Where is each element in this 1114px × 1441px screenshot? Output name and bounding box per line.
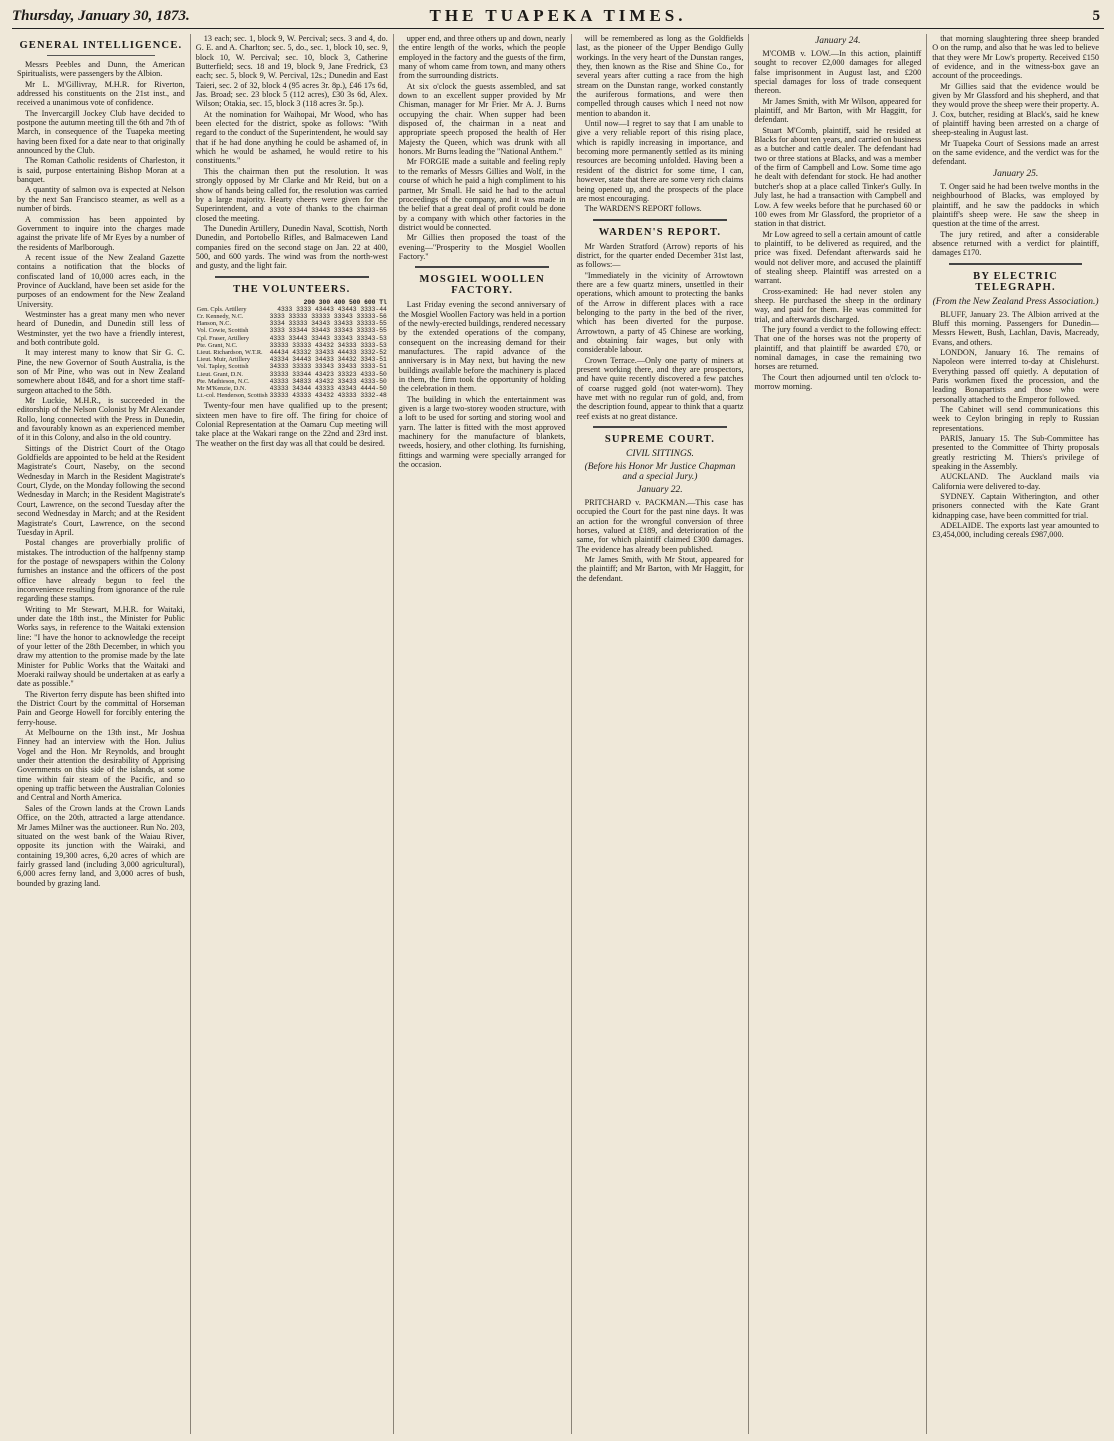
supreme-court-heading: SUPREME COURT. <box>604 434 716 446</box>
shooter-scores: 3333 33344 33443 33343 33333-55 <box>269 327 387 335</box>
news-item-paragraph: Mr Luckie, M.H.R., is succeeded in the editorship of the Nelson Colonist by Mr Alexander Rollo, long connected with the Press in Dunedin, and favourably known as an experienced member of it in this Colony, and also in the old country. <box>17 396 185 443</box>
divider <box>415 266 548 268</box>
general-intelligence-heading: GENERAL INTELLIGENCE. <box>19 40 183 51</box>
column-3 <box>393 34 571 1434</box>
factory-paragraph: Mr FORGIE made a suitable and feeling reply to the remarks of Messrs Gillies and Wolf, in the course of which he paid a high compliment to his partner, Mr Small. He said he had to the actual proceedings of the company, and it was made in the belief that a great deal of profit could be done by a company with which other factories in the district would be connected. <box>398 157 566 232</box>
shooter-name: Pte. Mathieson, N.C. <box>196 377 250 385</box>
court-date: January 25. <box>992 168 1039 179</box>
telegraph-paragraph: ADELAIDE. The exports last year amounted to £3,454,000, including cereals £987,000. <box>932 521 1099 540</box>
shooter-name: Vol. Tapley, Scottish <box>196 363 249 371</box>
table-row <box>196 378 388 385</box>
header-cell <box>196 299 269 306</box>
court-paragraph: Mr James Smith, with Mr Wilson, appeared for plaintiff, and Mr Barton, with Mr Haggitt, for defendant. <box>754 96 922 125</box>
news-item-paragraph: A commission has been appointed by Government to inquire into the charges made against the private life of Mr Eyes by a number of the residents of Marlborough. <box>17 214 185 252</box>
news-item-paragraph: Sales of the Crown lands at the Crown Lands Office, on the 20th, attracted a large attendance. Mr James Milner was the auctioneer. Run No. 203, situated on the west bank of the Waiau River, opposite its junction with the Wairaki, and containing 19,300 acres, 6,20 acres of which are fairly grassed land (including 3,000 agricultural), 6,000 acres ferny land, and 3,000 acres of bush, bounded by grazing land. <box>17 803 185 888</box>
shooter-scores: 33333 43333 43432 43333 3332-48 <box>269 392 387 400</box>
news-item-paragraph: Westminster has a great many men who never heard of Dunedin, and Dunedin still less of Westminster, yet the two have a friendly interest, and both contribute gold. <box>17 309 185 347</box>
table-row <box>196 342 388 349</box>
shooter-name: Lieut. Muir, Artillery <box>196 356 251 364</box>
news-item-paragraph: The Roman Catholic residents of Charleston, it is said, purpose entertaining Bishop Moran at a banquet. <box>17 156 185 185</box>
divider <box>215 276 369 278</box>
news-item-paragraph: Postal changes are proverbially prolific of mistakes. The introduction of the halfpenny stamp for the postage of newspapers within the Colony furnishes an instance and the officers of the post office have already begun to feel the inconvenience resulting from ignorance of the rule regarding these stamps. <box>17 538 185 604</box>
scores-header-row <box>196 299 388 306</box>
shooter-name: Mr M'Kenzie, D.N. <box>196 385 247 393</box>
masthead <box>12 6 1104 29</box>
table-row <box>196 363 388 370</box>
court-paragraph: M'COMB v. LOW.—In this action, plaintiff sought to recover £2,000 damages for alleged false imprisonment in August last, and £200 special damages for loss of trade consequent thereon. <box>754 49 922 96</box>
shooter-scores: 43334 34443 34433 34432 3343-51 <box>269 356 387 364</box>
news-item-paragraph: Mr L. M'Gillivray, M.H.R. for Riverton, addressed his constituents on the 21st inst., and received a unanimous vote of confidence. <box>17 79 185 108</box>
table-row <box>196 335 388 342</box>
shooter-name: Gen. Cpls. Artillery <box>196 305 247 313</box>
telegraph-news-body <box>932 310 1099 540</box>
shooter-scores: 34333 33333 33343 33433 3333-51 <box>269 363 387 371</box>
shooter-scores: 43333 34833 43432 33433 4333-50 <box>269 377 387 385</box>
mosgiel-factory-body <box>399 300 566 469</box>
header-cell: 200 300 400 500 600 Tl <box>303 298 387 306</box>
column-5 <box>748 34 926 1434</box>
issue-date: Thursday, January 30, 1873. <box>12 7 190 24</box>
warden-paragraph: Mr Warden Stratford (Arrow) reports of his district, for the quarter ended December 31st last, as follows:— <box>576 241 744 270</box>
court-paragraph: PRITCHARD v. PACKMAN.—This case has occupied the Court for the past nine days. It was an action for the wrongful conversion of three horses, valued at £189, and deterioration of the same, for which plaintiff claimed £300 damages. The evidence has already been published. <box>576 498 744 554</box>
newspaper-title: THE TUAPEKA TIMES. <box>429 6 687 25</box>
news-item-paragraph: The Riverton ferry dispute has been shifted into the District Court by the committal of Horseman Pain and George Howell for forcibly entering the ferry-house. <box>17 689 185 727</box>
news-item-paragraph: Sittings of the District Court of the Otago Goldfields are appointed to be held at the Resident Magistrate's Court, Naseby, on the second Wednesday in March in the Resident Magistrate's Court, Clyde, on the Monday following the second Wednesday in March; in the Resident Magistrate's Court, Lawrence, on the second Tuesday after the second Wednesday in March; and at the Resident Magistrate's Court, Lawrence, on the second Tuesday in April. <box>17 443 185 537</box>
divider <box>949 263 1082 265</box>
trial-continued-body-2 <box>932 182 1099 258</box>
mosgiel-factory-heading: MOSGIEL WOOLLEN FACTORY. <box>419 274 545 297</box>
court-paragraph: Mr Gillies said that the evidence would be given by Mr Glassford and his shepherd, and that they would prove the sheep were their property. A. J. Cox, butcher, residing at Black's, said he knew of plaintiff having been arrested on a charge of sheep-stealing in August last. <box>932 81 1099 138</box>
shooter-scores: 44434 43332 33433 44433 3332-52 <box>269 349 387 357</box>
table-row <box>196 385 388 392</box>
table-row <box>196 327 388 334</box>
supreme-court-body <box>577 498 744 583</box>
divider <box>593 426 726 428</box>
court-paragraph: Mr Low agreed to sell a certain amount of cattle to plaintiff, to be delivered as required, and the price was fixed. Defendant afterwards said he would not deliver more, and accused the plaintiff of stealing sheep. Plaintiff was arrested on a warrant. <box>754 229 922 286</box>
court-note: (Before his Honor Mr Justice Chapman and a special Jury.) <box>584 462 736 483</box>
news-item-paragraph: A recent issue of the New Zealand Gazette contains a notification that the blocks of confiscated land of 10,000 acres each, in the Province of Auckland, have been set aside for the purposes of an endowment for the New Zealand University. <box>17 252 185 309</box>
mcomb-v-low-body <box>754 49 921 391</box>
telegraph-paragraph: LONDON, January 16. The remains of Napoleon were interred to-day at Chislehurst. Everything passed off quietly. A deputation of Paris workmen fixed the procession, and the leading Bonapartists and those who were personally attached to the Emperor followed. <box>932 347 1099 404</box>
civil-sittings-subheading: CIVIL SITTINGS. <box>626 449 694 460</box>
page-number: 5 <box>1092 7 1100 24</box>
shooter-scores: 3333 33333 33333 33343 33333-56 <box>269 313 387 320</box>
telegraph-paragraph: AUCKLAND. The Auckland mails via California were delivered to-day. <box>932 472 1099 491</box>
shooter-scores: 4333 3333 43443 43443 3333-44 <box>277 305 387 313</box>
court-paragraph: T. Onger said he had been twelve months in the neighbourhood of Blacks, was employed by plaintiff, and he saw the paddocks in which plaintiff's sheep were. He saw the sheep in question at the time of the arrest. <box>932 181 1099 229</box>
shooter-scores: 3334 33333 34343 33433 33333-55 <box>269 320 387 328</box>
trial-continued-body <box>932 34 1099 167</box>
table-row <box>196 320 388 327</box>
court-paragraph: Mr James Smith, with Mr Stout, appeared for the plaintiff; and Mr Barton, with Mr Haggitt, for the defendant. <box>576 555 744 583</box>
telegraph-paragraph: BLUFF, January 23. The Albion arrived at the Bluff this morning. Passengers for Dunedin—Messrs Hewett, Bush, Lachlan, Davis, Macready, Evans, and others. <box>932 309 1099 347</box>
court-paragraph: that morning slaughtering three sheep branded O on the rump, and also that he was led to believe that they were Mr Low's property. Received £150 of evidence, and in the witness-box gave an account of the proceedings. <box>932 34 1099 81</box>
warden-paragraph: Crown Terrace.—Only one party of miners at present working there, and they are prospectors, and have quite recently discovered a few patches of coarse rugged gold (not water-worn). They have met with no regular run of gold, and, from the description found, appear to think that a quartz reef exists at no great distance. <box>576 355 744 421</box>
goldfields-paragraph: will be remembered as long as the Goldfields last, as the pioneer of the Upper Bendigo Gully workings. In the very heart of the Dunstan ranges, they, then known as the Rise and Shine Co., for several years after cutting a race from the high stream on the Dunstan range, worked constantly the auriferous formations, and were then compelled through causes which I need not now mention to abandon it. <box>576 34 744 118</box>
factory-paragraph: The building in which the entertainment was given is a large two-storey wooden structure, with a loft to be used for sorting and storing wool and yarn. The latter is fitted with the most approved machinery for the manufacture of blankets, tweeds, hosiery, and other clothing. Its furnishing, fittings and warming were specially arranged for the occasion. <box>398 394 566 470</box>
goldfields-paragraph: The WARDEN'S REPORT follows. <box>584 204 702 214</box>
column-grid <box>12 34 1104 1434</box>
court-paragraph: Cross-examined: He had never stolen any sheep. He purchased the sheep in the ordinary way, and paid for them. He was committed for trial, and afterwards discharged. <box>754 286 922 324</box>
factory-paragraph: upper end, and three others up and down, nearly the entire length of the works, which the people employed in the factory and the guests of the firm, many of whom came from town, and many others from the surrounding districts. <box>398 34 566 81</box>
shooter-name: Cpl. Fraser, Artillery <box>196 334 250 342</box>
shooter-name: Lieut. Grant, D.N. <box>196 370 243 378</box>
volunteers-followup: Twenty-four men have qualified up to the present; sixteen men have to fire off. The firing for choice of Colonial Representation at the Oamaru Cup meeting will take place at the Wakari range on the 22nd and 23rd inst. The weather on the first day was all that could be desired. <box>195 401 388 448</box>
factory-paragraph: Last Friday evening the second anniversary of the Mosgiel Woollen Factory was held in a portion of the newly-erected buildings, rendered necessary by the extended operations of the company, consequent on the increasing demand for their manufactures. The rapid advance of the anniversary is in May next, but having the new buildings available before the machinery is placed in them, the firm took the opportunity of holding the celebration in them. <box>398 300 566 394</box>
goldfields-paragraph: Until now—I regret to say that I am unable to give a very reliable report of this rising place, which is rapidly increasing in importance, and becoming more permanently settled as its mining resources are becoming unfolded. Having been a resident of the district for some time, I can, however, state that there are some very rich claims being opened up, and the prospects of the place are most encouraging. <box>576 119 744 203</box>
shooter-name: Pte. Grant, N.C. <box>196 341 238 349</box>
table-row <box>196 356 388 363</box>
column-4 <box>571 34 749 1434</box>
shooter-scores: 33333 33333 43432 34333 3333-53 <box>269 341 387 349</box>
shooter-name: Cr. Kennedy, N.C. <box>196 313 244 320</box>
divider <box>593 219 726 221</box>
rifle-scores-table <box>196 299 388 400</box>
court-date: January 24. <box>815 36 861 46</box>
news-item-paragraph: A quantity of salmon ova is expected at Nelson by the next San Francisco steamer, as well as a number of birds. <box>17 185 185 214</box>
land-sale-paragraph: This the chairman then put the resolution. It was strongly opposed by Mr Clarke and Mr Reid, but on a show of hands being called for, the resolution was carried by a large majority. Hearty cheers were given for the Superintendent, and a vote of thanks to the chairman closed the meeting. <box>195 166 388 223</box>
column-2 <box>190 34 393 1434</box>
wardens-report-body <box>577 242 744 422</box>
table-row <box>196 392 388 399</box>
land-sale-paragraph: The Dunedin Artillery, Dunedin Naval, Scottish, North Dunedin, and Portobello Rifles, and Balmacewen Land companies fired on the second stage on Jan. 22 at 400, 500, and 600 yards. The wind was from the north-west and gusty, and the light fair. <box>195 223 388 271</box>
warden-paragraph: "Immediately in the vicinity of Arrowtown there are a few quartz miners, unsettled in their operations, which amount to protecting the banks of the Arrow in different places with a race belonging to the party in the bed of the river, which has been diverted for the purpose. Arrowtown, a party of 45 Chinese are working, and obtaining fair wages, but only with considerable labour. <box>576 270 744 355</box>
shooter-scores: 43333 34344 43333 43343 4444-50 <box>269 385 387 393</box>
general-intelligence-body <box>17 60 185 888</box>
news-item-paragraph: Writing to Mr Stewart, M.H.R. for Waitaki, under date the 18th inst., the Minister for Public Works says, in reference to the Waitaki extension line: "I have the honor to acknowledge the receipt of your letter of the 28th December, in which you draw my attention to the promise made by the late Minister for Public Works that the Waitaki and Moeraki railway should be undertaken at as early a date as possible." <box>17 604 185 689</box>
news-item-paragraph: At Melbourne on the 13th inst., Mr Joshua Finney had an interview with the Hon. Julius Vogel and the Hon. Mr Reynolds, and brought under their attention the desirability of Apprising Governments on this side of the islands, at some time within fair steam of the Pacific, and so opening up traffic between the Australian Colonies and Central and North America. <box>17 728 185 803</box>
table-row <box>196 313 388 320</box>
table-row <box>196 349 388 356</box>
factory-paragraph: Mr Gillies then proposed the toast of the evening—"Prosperity to the Mosgiel Woollen Factory." <box>398 233 566 261</box>
land-sales-body <box>196 34 388 271</box>
news-item-paragraph: It may interest many to know that Sir G. C. Pine, the new Governor of South Australia, is the son of Mr Pine, who was out in New Zealand somewhere about 1848, and for a short time staff-surgeon attached to the 58th. <box>17 348 185 395</box>
table-row <box>196 371 388 378</box>
court-date: January 22. <box>637 485 683 496</box>
factory-continued-body <box>399 34 566 261</box>
shooter-name: Hanson, N.C. <box>196 320 232 328</box>
volunteers-heading: THE VOLUNTEERS. <box>233 283 351 295</box>
court-paragraph: The jury found a verdict to the following effect: That one of the horses was not the property of plaintiff, and that plaintiff be awarded £70, or nominal damages, in case the remaining two horses are returned. <box>754 324 922 372</box>
electric-telegraph-heading: BY ELECTRIC TELEGRAPH. <box>973 270 1059 293</box>
telegraph-paragraph: SYDNEY. Captain Witherington, and other prisoners connected with the Kate Grant kidnapping case, have been committed for trial. <box>932 492 1099 520</box>
column-1 <box>12 34 190 1434</box>
news-item-paragraph: Messrs Peebles and Dunn, the American Spiritualists, were passengers by the Albion. <box>17 60 185 79</box>
column-6 <box>926 34 1104 1434</box>
factory-paragraph: At six o'clock the guests assembled, and sat down to an excellent supper provided by Mr Chisman, manager for Mr Frier. Mr A. J. Burns occupying the chair. When supper had been disposed of, the chairman in a neat and appropriate speech proposed the health of Her Majesty the Queen, which was drunk with all honors. Mr Burns leading the "National Anthem." <box>398 81 566 157</box>
shooter-scores: 4333 33443 33443 33343 33343-53 <box>269 334 387 342</box>
divider <box>47 55 154 56</box>
shooter-name: Vol. Cowie, Scottish <box>196 327 249 335</box>
shooter-name: Lt.-col. Henderson, Scottish <box>196 392 268 400</box>
court-paragraph: Stuart M'Comb, plaintiff, said he resided at Blacks for about ten years, and carried on business as a butcher and cattle dealer. The defendant had two or three stations at Blacks, and was a member of the firm of Campbell and Low. Some time ago he dealt with defendant for stock. He had another butcher's shop at a place called Tinker's Gully. In July last, he had a transaction with Campbell and Low. A few weeks before that he purchased 60 or 100 ewes from Mr Glassford, the proprietor of a station in that district. <box>754 125 922 229</box>
press-association-subheading: (From the New Zealand Press Association.) <box>932 296 1099 307</box>
court-paragraph: The Court then adjourned until ten o'clock to-morrow morning. <box>754 372 922 392</box>
land-sale-paragraph: 13 each; sec. 1, block 9, W. Percival; secs. 3 and 4, do. G. E. and A. Charlton; sec. 5, do., sec. 1, block 10, sec. 9, block 10, W. Percival; sec. 10, block 3, Catherine Butterfield; secs. 18 and 19, block 9, Jane Fredrick, £3 each; sec. 5, block 9, W. Percival, 12s.; Dunedin and East Taieri, sec. 2 of 32, block 4 (95 acres 3r. 8p.), £46 17s 6d, Jas. Broad; sec. 23 block 5 (112 acres), £30 3s 6d, Alex. Wilson; Otakia, sec. 15, block 3 (118 acres 3r. 5p.). <box>195 34 388 109</box>
shooter-name: Lieut. Richardson, W.T.R. <box>196 349 263 357</box>
telegraph-paragraph: The Cabinet will send communications this week to Ceylon bringing in reply to Russian representations. <box>932 405 1099 433</box>
court-paragraph: Mr Tuapeka Court of Sessions made an arrest on the same evidence, and the verdict was for the defendant. <box>932 138 1099 167</box>
telegraph-paragraph: PARIS, January 15. The Sub-Committee has presented to the Committee of Thirty proposals greatly restricting M. Thiers's privilege of speaking in the Assembly. <box>932 434 1099 472</box>
table-row <box>196 306 388 313</box>
shooter-scores: 33333 33344 43423 33323 4333-50 <box>269 370 387 378</box>
wardens-report-heading: WARDEN'S REPORT. <box>598 226 722 238</box>
court-paragraph: The jury retired, and after a considerable absence returned with a verdict for plaintiff, damages £170. <box>932 229 1099 258</box>
goldfields-body <box>577 34 744 214</box>
news-item-paragraph: The Invercargill Jockey Club have decided to postpone the autumn meeting till the 6th and 7th of March, in consequence of the Tuapeka meeting having been fixed for a date near to that originally announced by the Club. <box>17 108 185 156</box>
land-sale-paragraph: At the nomination for Waihopai, Mr Wood, who has been elected for the district, spoke as follows: "With regard to the conduct of the Superintendent, he would say that if he had done anything he could be ashamed of, in which he would be ashamed, he would retire to his constituents." <box>195 109 388 166</box>
